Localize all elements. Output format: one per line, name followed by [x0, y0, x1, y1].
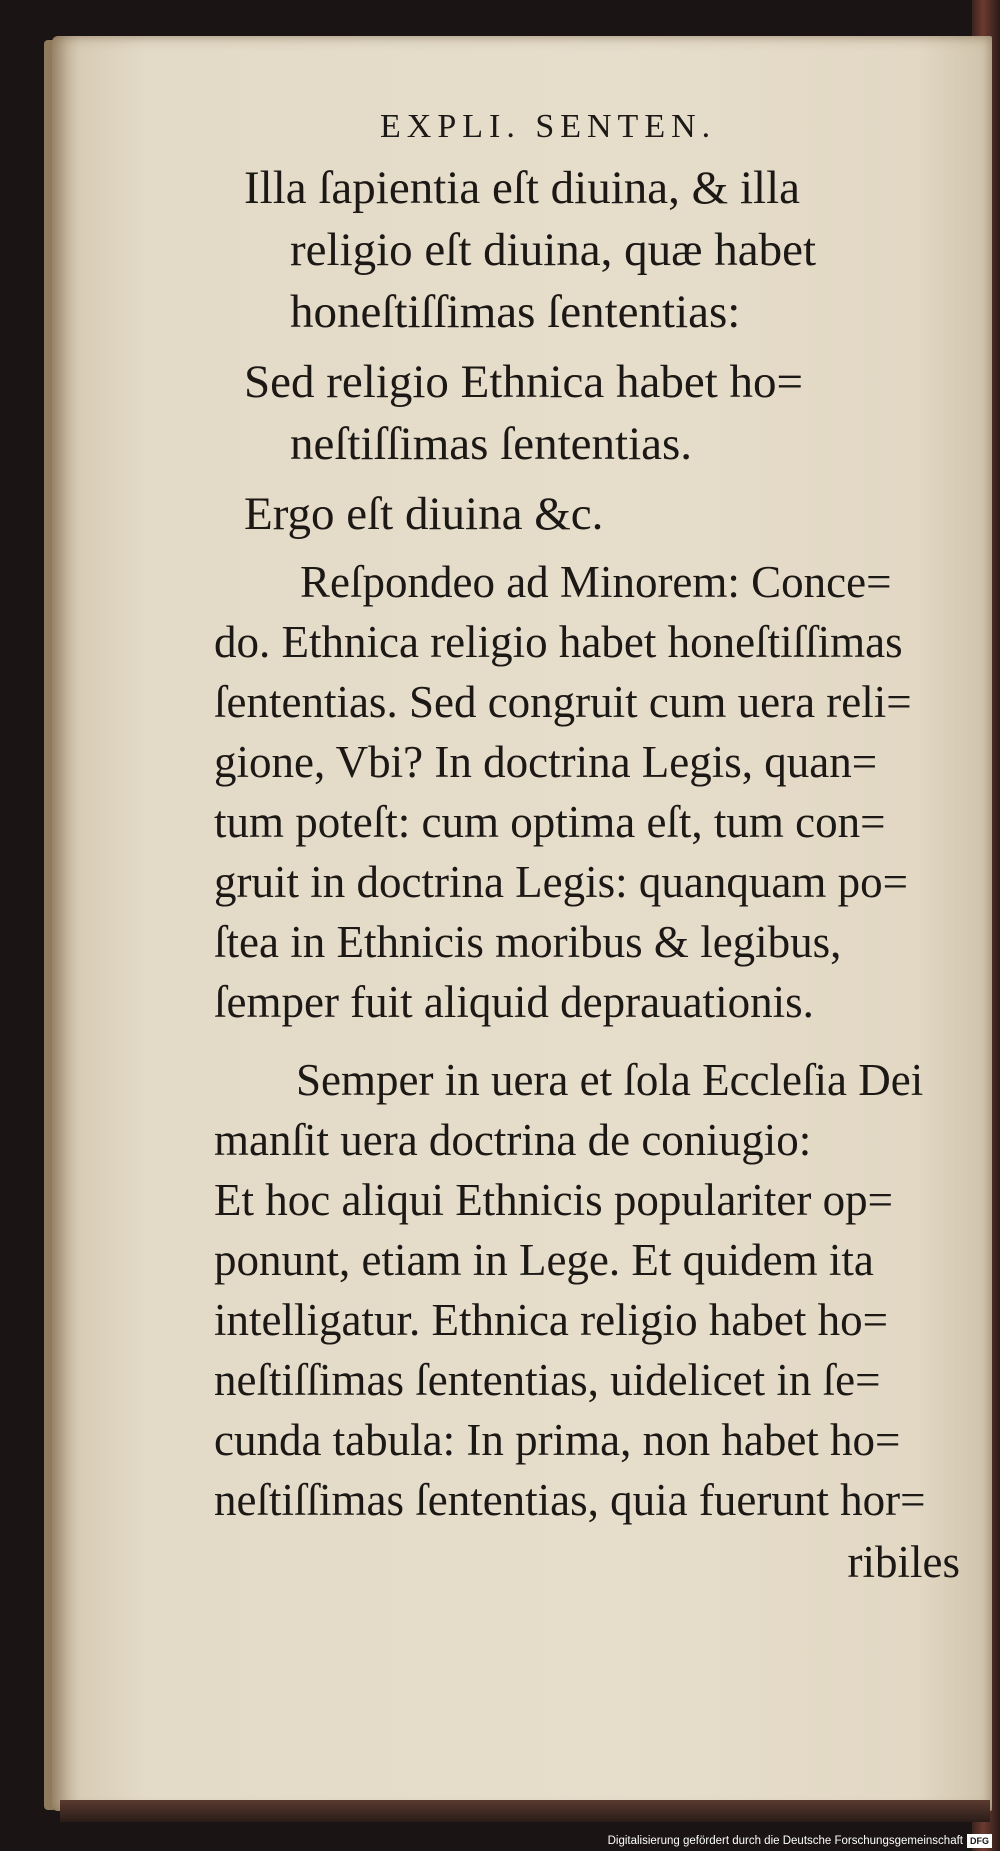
paragraph-line: cunda tabula: In prima, non habet ho= — [214, 1415, 901, 1465]
paragraph-line: Et hoc aliqui Ethnicis populariter op= — [214, 1175, 893, 1225]
paragraph-line: Semper in uera et ſola Eccleſia Dei — [296, 1055, 924, 1105]
syllogism-conclusion: Ergo eſt diuina &c. — [244, 488, 604, 540]
digitization-credit — [600, 1831, 992, 1851]
paragraph-line: gruit in doctrina Legis: quanquam po= — [214, 857, 908, 907]
running-head: EXPLI. SENTEN. — [380, 108, 717, 145]
paragraph-line: ſententias. Sed congruit cum uera reli= — [214, 677, 912, 727]
paragraph-line: manſit uera doctrina de coniugio: — [214, 1115, 812, 1165]
paragraph-line: tum poteſt: cum optima eſt, tum con= — [214, 797, 886, 847]
paragraph-line: neſtiſſimas ſententias, uidelicet in ſe= — [214, 1355, 881, 1405]
digitization-credit-text: Digitalisierung gefördert durch die Deutsche Forschungsgemeinschaft — [607, 1835, 963, 1847]
paragraph-line: do. Ethnica religio habet honeſtiſſimas — [214, 617, 903, 667]
paragraph-line: intelligatur. Ethnica religio habet ho= — [214, 1295, 888, 1345]
paragraph-line: ſtea in Ethnicis moribus & legibus, — [214, 917, 842, 967]
paragraph-line: ſemper fuit aliquid deprauationis. — [214, 977, 814, 1027]
syllogism-minor-line: neſtiſſimas ſententias. — [290, 418, 693, 470]
paragraph-line: gione, Vbi? In doctrina Legis, quan= — [214, 737, 878, 787]
paragraph-line: ponunt, etiam in Lege. Et quidem ita — [214, 1235, 874, 1285]
page-bottom-shadow — [60, 1800, 990, 1822]
syllogism-major-line: Illa ſapientia eſt diuina, & illa — [244, 162, 800, 214]
syllogism-major-line: honeſtiſſimas ſententias: — [290, 286, 741, 338]
catchword: ribiles — [847, 1537, 960, 1587]
dfg-logo-badge: DFG — [967, 1834, 992, 1848]
paragraph-line: Reſpondeo ad Minorem: Conce= — [300, 557, 892, 607]
paragraph-line: neſtiſſimas ſententias, quia fuerunt hor= — [214, 1475, 926, 1525]
syllogism-major-line: religio eſt diuina, quæ habet — [290, 224, 817, 276]
syllogism-minor-line: Sed religio Ethnica habet ho= — [244, 356, 804, 408]
